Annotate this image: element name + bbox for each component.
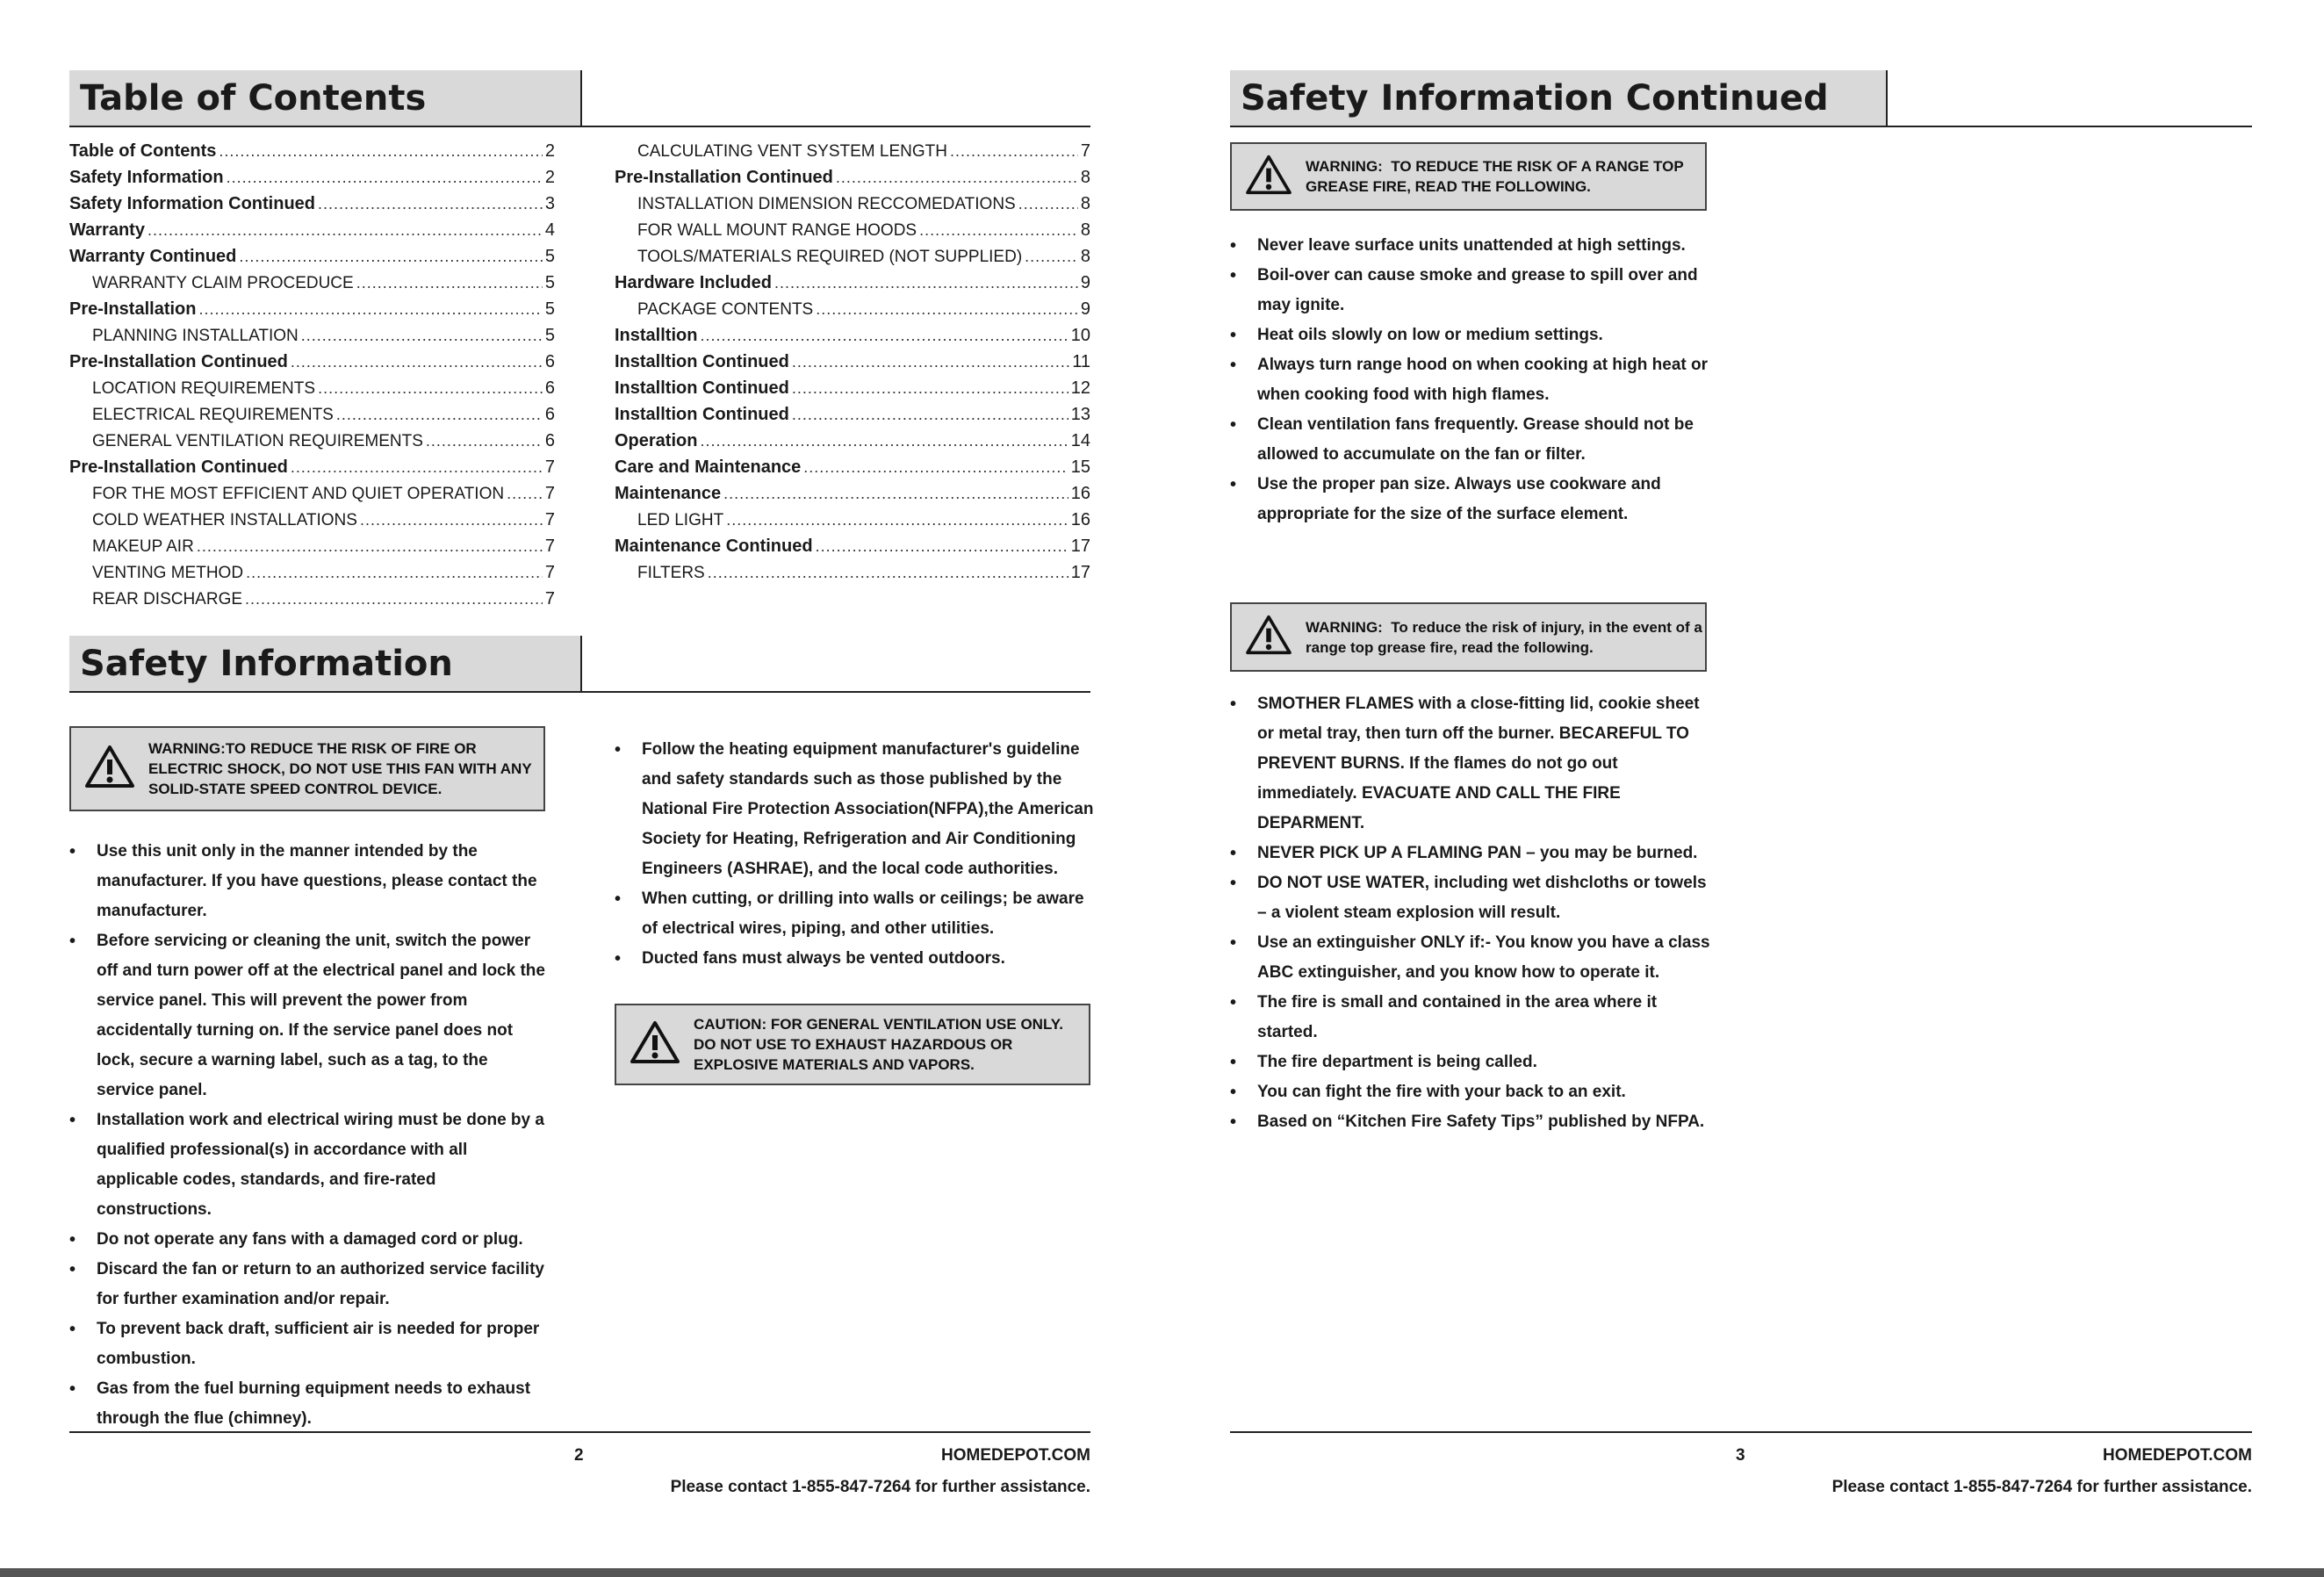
toc-entry[interactable] bbox=[69, 586, 555, 612]
toc-leader-dots bbox=[219, 138, 542, 164]
safety-continued-header-rule bbox=[1230, 126, 2252, 127]
toc-leader-dots bbox=[239, 243, 543, 270]
toc-entry-page: 5 bbox=[544, 326, 555, 345]
toc-entry-title: COLD WEATHER INSTALLATIONS bbox=[92, 511, 357, 529]
toc-entry-page: 6 bbox=[544, 352, 555, 371]
toc-entry-title: Installtion bbox=[615, 326, 698, 345]
safety-header-bar bbox=[69, 636, 582, 692]
toc-entry-page: 16 bbox=[1070, 484, 1090, 503]
toc-leader-dots bbox=[246, 559, 543, 586]
bullet-item: • Ducted fans must always be vented outdoors. bbox=[615, 944, 1097, 974]
toc-entry[interactable] bbox=[69, 296, 555, 322]
toc-entry-title: FOR THE MOST EFFICIENT AND QUIET OPERATION bbox=[92, 485, 505, 503]
toc-entry-page: 9 bbox=[1080, 273, 1090, 292]
left-page-number: 2 bbox=[574, 1446, 584, 1465]
toc-entry-page: 7 bbox=[544, 484, 555, 503]
toc-entry[interactable] bbox=[69, 322, 555, 349]
toc-entry-page: 8 bbox=[1080, 168, 1090, 187]
toc-entry[interactable] bbox=[69, 349, 555, 375]
toc-leader-dots bbox=[291, 454, 543, 480]
left-footer-rule bbox=[69, 1431, 1090, 1433]
toc-entry-page: 17 bbox=[1070, 536, 1090, 556]
toc-leader-dots bbox=[792, 401, 1068, 428]
toc-leader-dots bbox=[774, 270, 1078, 296]
warning-box-grease-fire bbox=[1230, 142, 1707, 211]
toc-entry[interactable] bbox=[615, 217, 1090, 243]
toc-entry-page: 5 bbox=[544, 299, 555, 319]
toc-leader-dots bbox=[318, 375, 543, 401]
caution-box bbox=[615, 1004, 1090, 1085]
bullet-item: • Follow the heating equipment manufacturer's guideline and safety standards such as those published by the National Fire Protection Association(NFPA),the American Society for Heating, Refrigeration and Air Conditioning Engineers (ASHRAE), and the local code authorities. bbox=[615, 735, 1097, 884]
toc-leader-dots bbox=[227, 164, 543, 191]
bullet-item: • The fire is small and contained in the area where it started. bbox=[1230, 988, 1717, 1048]
toc-entry[interactable] bbox=[69, 401, 555, 428]
bullet-item: • Based on “Kitchen Fire Safety Tips” published by NFPA. bbox=[1230, 1107, 1717, 1137]
bullet-item: • SMOTHER FLAMES with a close-fitting lid, cookie sheet or metal tray, then turn off the burner. BECAREFUL TO PREVENT BURNS. If the flames do not go out immediately. EVACUATE AND CALL THE FIRE DEPARMENT. bbox=[1230, 689, 1717, 839]
toc-entry-page: 6 bbox=[544, 431, 555, 450]
toc-entry[interactable] bbox=[615, 480, 1090, 507]
toc-column-2 bbox=[615, 138, 1090, 586]
safety-header-rule bbox=[69, 691, 1090, 693]
toc-entry-title: Operation bbox=[615, 431, 698, 450]
toc-entry[interactable] bbox=[615, 428, 1090, 454]
bullet-item: • Use an extinguisher ONLY if:- You know you have a class ABC extinguisher, and you know how to operate it. bbox=[1230, 928, 1717, 988]
toc-leader-dots bbox=[836, 164, 1078, 191]
toc-entry[interactable] bbox=[69, 375, 555, 401]
toc-entry[interactable] bbox=[69, 454, 555, 480]
left-site-link[interactable]: HOMEDEPOT.COM bbox=[941, 1446, 1090, 1465]
toc-entry[interactable] bbox=[69, 533, 555, 559]
toc-entry-page: 7 bbox=[544, 589, 555, 608]
toc-entry-title: Safety Information Continued bbox=[69, 194, 315, 213]
toc-entry-page: 6 bbox=[544, 378, 555, 398]
warning-triangle-icon bbox=[1244, 154, 1293, 200]
left-contact-line: Please contact 1-855-847-7264 for further assistance. bbox=[670, 1478, 1090, 1496]
toc-entry-title: Care and Maintenance bbox=[615, 457, 802, 477]
toc-leader-dots bbox=[950, 138, 1078, 164]
toc-entry-title: Installtion Continued bbox=[615, 352, 789, 371]
bullet-item: • When cutting, or drilling into walls or ceilings; be aware of electrical wires, piping, and other utilities. bbox=[615, 884, 1097, 944]
toc-entry-page: 7 bbox=[544, 457, 555, 477]
toc-entry[interactable] bbox=[69, 138, 555, 164]
toc-entry[interactable] bbox=[69, 507, 555, 533]
warning-triangle-icon bbox=[83, 744, 136, 794]
toc-leader-dots bbox=[726, 507, 1068, 533]
toc-entry-title: Hardware Included bbox=[615, 273, 772, 292]
toc-entry-title: Installtion Continued bbox=[615, 405, 789, 424]
toc-entry-title: Installtion Continued bbox=[615, 378, 789, 398]
toc-leader-dots bbox=[700, 428, 1068, 454]
toc-entry-title: Pre-Installation Continued bbox=[69, 352, 288, 371]
toc-leader-dots bbox=[336, 401, 543, 428]
toc-entry[interactable] bbox=[615, 191, 1090, 217]
toc-leader-dots bbox=[919, 217, 1078, 243]
toc-entry-page: 6 bbox=[544, 405, 555, 424]
bullet-item: • Gas from the fuel burning equipment needs to exhaust through the flue (chimney). bbox=[69, 1374, 548, 1434]
right-footer-rule bbox=[1230, 1431, 2252, 1433]
toc-leader-dots bbox=[245, 586, 543, 612]
toc-entry-title: PLANNING INSTALLATION bbox=[92, 327, 299, 345]
warning-box-injury bbox=[1230, 602, 1707, 672]
toc-leader-dots bbox=[723, 480, 1068, 507]
toc-entry[interactable] bbox=[615, 322, 1090, 349]
bullet-item: • Installation work and electrical wiring must be done by a qualified professional(s) in accordance with all applicable codes, standards, and fire-rated constructions. bbox=[69, 1105, 548, 1225]
toc-entry-page: 7 bbox=[544, 563, 555, 582]
toc-entry[interactable] bbox=[615, 296, 1090, 322]
bullet-item: • The fire department is being called. bbox=[1230, 1048, 1717, 1077]
toc-entry[interactable] bbox=[615, 401, 1090, 428]
toc-leader-dots bbox=[198, 296, 542, 322]
toc-header-rule bbox=[69, 126, 1090, 127]
toc-leader-dots bbox=[792, 375, 1068, 401]
toc-entry-page: 10 bbox=[1070, 326, 1090, 345]
toc-entry[interactable] bbox=[615, 559, 1090, 586]
bullet-item: • Clean ventilation fans frequently. Grease should not be allowed to accumulate on the fan or filter. bbox=[1230, 410, 1717, 470]
toc-column-1 bbox=[69, 138, 555, 612]
toc-entry-page: 8 bbox=[1080, 247, 1090, 266]
bullet-item: • NEVER PICK UP A FLAMING PAN – you may be burned. bbox=[1230, 839, 1717, 868]
toc-entry-title: Pre-Installation bbox=[69, 299, 197, 319]
warning-text-injury: WARNING: To reduce the risk of injury, in the event of a range top grease fire, read the following. bbox=[1306, 618, 1702, 656]
bullet-item: • To prevent back draft, sufficient air is needed for proper combustion. bbox=[69, 1314, 548, 1374]
toc-entry[interactable] bbox=[615, 270, 1090, 296]
safety-bullets-left bbox=[69, 837, 548, 1434]
toc-entry-page: 5 bbox=[544, 273, 555, 292]
toc-entry-page: 8 bbox=[1080, 220, 1090, 240]
toc-entry[interactable] bbox=[615, 138, 1090, 164]
toc-leader-dots bbox=[197, 533, 543, 559]
warning-triangle-icon bbox=[1244, 614, 1293, 660]
caution-text: CAUTION: FOR GENERAL VENTILATION USE ONLY. DO NOT USE TO EXHAUST HAZARDOUS OR EXPLOSIVE MATERIALS AND VAPORS. bbox=[694, 1016, 1063, 1073]
toc-entry-page: 3 bbox=[544, 194, 555, 213]
toc-entry[interactable] bbox=[615, 375, 1090, 401]
toc-entry-page: 2 bbox=[544, 141, 555, 161]
toc-entry-page: 7 bbox=[544, 510, 555, 529]
toc-entry[interactable] bbox=[69, 480, 555, 507]
safety-continued-title: Safety Information Continued bbox=[1241, 78, 1829, 119]
toc-leader-dots bbox=[708, 559, 1068, 586]
toc-leader-dots bbox=[291, 349, 543, 375]
warning-text-fire-shock: WARNING:TO REDUCE THE RISK OF FIRE OR ELECTRIC SHOCK, DO NOT USE THIS FAN WITH ANY SOLID-STATE SPEED CONTROL DEVICE. bbox=[148, 740, 532, 797]
toc-entry[interactable] bbox=[615, 507, 1090, 533]
toc-entry-title: LOCATION REQUIREMENTS bbox=[92, 379, 316, 398]
bullet-item: • You can fight the fire with your back to an exit. bbox=[1230, 1077, 1717, 1107]
toc-leader-dots bbox=[301, 322, 543, 349]
toc-entry-title: FILTERS bbox=[637, 564, 705, 582]
toc-entry[interactable] bbox=[69, 243, 555, 270]
bullet-item: • Before servicing or cleaning the unit, switch the power off and turn power off at the electrical panel and lock the service panel. This will prevent the power from accidentally turning on. If the service panel does not lock, secure a warning label, such as a tag, to the service panel. bbox=[69, 926, 548, 1105]
toc-leader-dots bbox=[147, 217, 543, 243]
bullet-item: • Boil-over can cause smoke and grease to spill over and may ignite. bbox=[1230, 261, 1717, 320]
toc-entry-title: Warranty Continued bbox=[69, 247, 237, 266]
bullet-item: • Use the proper pan size. Always use cookware and appropriate for the size of the surface element. bbox=[1230, 470, 1717, 529]
toc-entry[interactable] bbox=[69, 428, 555, 454]
toc-leader-dots bbox=[803, 454, 1068, 480]
toc-entry-page: 7 bbox=[544, 536, 555, 556]
toc-entry-title: INSTALLATION DIMENSION RECCOMEDATIONS bbox=[637, 195, 1016, 213]
bullet-item: • DO NOT USE WATER, including wet dishcloths or towels – a violent steam explosion will result. bbox=[1230, 868, 1717, 928]
toc-entry-title: PACKAGE CONTENTS bbox=[637, 300, 814, 319]
toc-leader-dots bbox=[792, 349, 1069, 375]
toc-entry-title: LED LIGHT bbox=[637, 511, 724, 529]
toc-entry-title: Warranty bbox=[69, 220, 145, 240]
toc-entry-title: TOOLS/MATERIALS REQUIRED (NOT SUPPLIED) bbox=[637, 248, 1023, 266]
right-site-link[interactable]: HOMEDEPOT.COM bbox=[2103, 1446, 2252, 1465]
toc-entry-page: 5 bbox=[544, 247, 555, 266]
bottom-edge-bar bbox=[0, 1568, 2324, 1577]
toc-entry-title: Pre-Installation Continued bbox=[69, 457, 288, 477]
bullet-item: • Heat oils slowly on low or medium settings. bbox=[1230, 320, 1717, 350]
toc-entry-page: 9 bbox=[1080, 299, 1090, 319]
toc-entry[interactable] bbox=[615, 349, 1090, 375]
fire-response-bullets bbox=[1230, 689, 1717, 1137]
toc-entry[interactable] bbox=[69, 164, 555, 191]
bullet-item: • Use this unit only in the manner intended by the manufacturer. If you have questions, please contact the manufacturer. bbox=[69, 837, 548, 926]
toc-entry-title: VENTING METHOD bbox=[92, 564, 244, 582]
toc-entry-title: FOR WALL MOUNT RANGE HOODS bbox=[637, 221, 917, 240]
toc-entry[interactable] bbox=[69, 191, 555, 217]
toc-entry[interactable] bbox=[615, 454, 1090, 480]
toc-leader-dots bbox=[816, 533, 1068, 559]
warning-text-grease-fire: WARNING: TO REDUCE THE RISK OF A RANGE TOP GREASE FIRE, READ THE FOLLOWING. bbox=[1306, 158, 1684, 195]
toc-entry-page: 12 bbox=[1070, 378, 1090, 398]
toc-entry[interactable] bbox=[69, 217, 555, 243]
warning-box-fire-shock bbox=[69, 726, 545, 811]
toc-entry-title: Safety Information bbox=[69, 168, 224, 187]
toc-entry[interactable] bbox=[69, 559, 555, 586]
toc-entry-page: 16 bbox=[1070, 510, 1090, 529]
toc-entry-page: 8 bbox=[1080, 194, 1090, 213]
toc-leader-dots bbox=[426, 428, 543, 454]
caution-triangle-icon bbox=[629, 1019, 681, 1069]
toc-entry-page: 2 bbox=[544, 168, 555, 187]
toc-entry-page: 11 bbox=[1072, 352, 1090, 371]
toc-entry-page: 7 bbox=[1080, 141, 1090, 161]
bullet-item: • Never leave surface units unattended at high settings. bbox=[1230, 231, 1717, 261]
toc-entry-title: REAR DISCHARGE bbox=[92, 590, 243, 608]
toc-leader-dots bbox=[700, 322, 1068, 349]
toc-leader-dots bbox=[360, 507, 543, 533]
toc-entry[interactable] bbox=[615, 164, 1090, 191]
toc-entry-page: 15 bbox=[1070, 457, 1090, 477]
safety-title: Safety Information bbox=[80, 644, 453, 684]
toc-entry-title: CALCULATING VENT SYSTEM LENGTH bbox=[637, 142, 947, 161]
bullet-item: • Do not operate any fans with a damaged cord or plug. bbox=[69, 1225, 548, 1255]
toc-entry-title: Pre-Installation Continued bbox=[615, 168, 833, 187]
toc-entry-title: MAKEUP AIR bbox=[92, 537, 194, 556]
toc-leader-dots bbox=[1018, 191, 1078, 217]
bullet-item: • Discard the fan or return to an authorized service facility for further examination and/or repair. bbox=[69, 1255, 548, 1314]
toc-header-bar bbox=[69, 70, 582, 126]
toc-leader-dots bbox=[507, 480, 543, 507]
toc-entry-title: Table of Contents bbox=[69, 141, 217, 161]
toc-entry-page: 17 bbox=[1070, 563, 1090, 582]
toc-entry-title: Maintenance Continued bbox=[615, 536, 813, 556]
toc-entry-title: WARRANTY CLAIM PROCEDUCE bbox=[92, 274, 354, 292]
toc-entry-page: 4 bbox=[544, 220, 555, 240]
grease-fire-bullets bbox=[1230, 231, 1717, 529]
toc-title: Table of Contents bbox=[80, 78, 427, 119]
toc-leader-dots bbox=[816, 296, 1078, 322]
safety-bullets-right bbox=[615, 735, 1097, 974]
toc-leader-dots bbox=[356, 270, 543, 296]
safety-continued-header-bar bbox=[1230, 70, 1888, 126]
right-page-number: 3 bbox=[1736, 1446, 1745, 1465]
toc-entry[interactable] bbox=[615, 533, 1090, 559]
toc-entry[interactable] bbox=[69, 270, 555, 296]
toc-entry-title: ELECTRICAL REQUIREMENTS bbox=[92, 406, 334, 424]
toc-entry-title: GENERAL VENTILATION REQUIREMENTS bbox=[92, 432, 423, 450]
toc-entry-page: 13 bbox=[1070, 405, 1090, 424]
toc-entry-title: Maintenance bbox=[615, 484, 722, 503]
toc-entry-page: 14 bbox=[1070, 431, 1090, 450]
bullet-item: • Always turn range hood on when cooking at high heat or when cooking food with high flames. bbox=[1230, 350, 1717, 410]
toc-entry[interactable] bbox=[615, 243, 1090, 270]
toc-leader-dots bbox=[1025, 243, 1078, 270]
right-contact-line: Please contact 1-855-847-7264 for further assistance. bbox=[1831, 1478, 2252, 1496]
toc-leader-dots bbox=[318, 191, 543, 217]
